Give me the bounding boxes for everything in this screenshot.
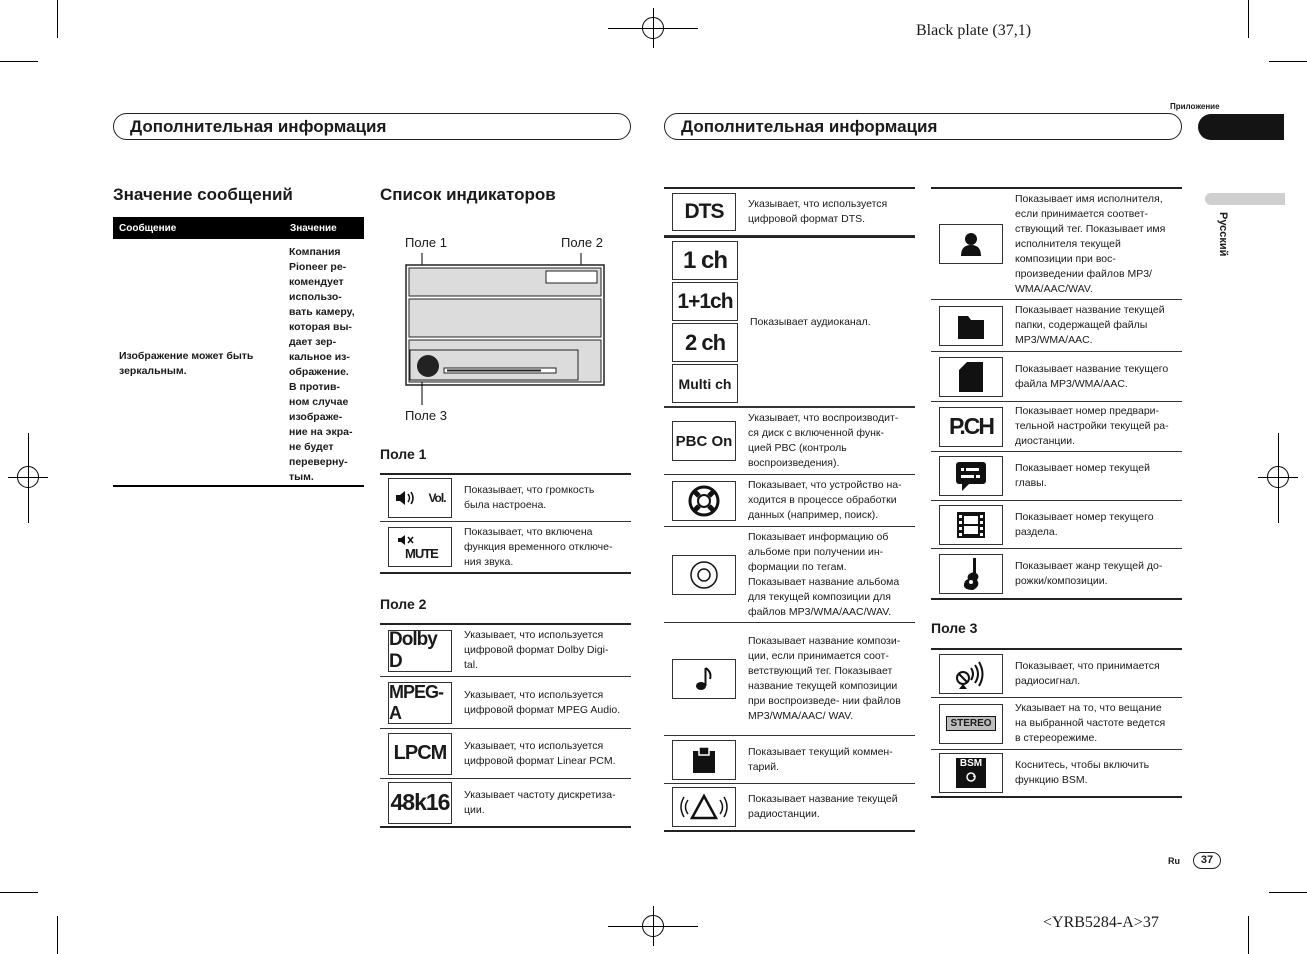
bsm-label: BSM (959, 758, 983, 769)
row-desc: Показывает, что включена функция временного отключе- ния звука. (464, 525, 613, 568)
registration-mark (642, 915, 664, 937)
table-row (380, 729, 631, 779)
row-desc: Показывает текущий коммен- тарий. (748, 745, 893, 773)
volume-icon (388, 478, 452, 518)
row-desc: Показывает имя исполнителя, если принимается соответ- ствующий тег. Показывает имя исполнителя текущей композиции при вос- произведении файлов MP3/ WMA/AAC/WAV. (1015, 192, 1166, 295)
row-desc: Показывает номер текущей главы. (1015, 462, 1150, 489)
row-desc: Показывает, что громкость была настроена. (464, 484, 595, 511)
stereo-icon (939, 704, 1003, 744)
signal-icon (939, 654, 1003, 694)
col-message-header: Сообщение (119, 223, 177, 234)
row-desc: Коснитесь, чтобы включить функцию BSM. (1015, 759, 1150, 786)
vol-label: Vol. (428, 491, 446, 505)
row-desc: Указывает частоту дискретиза- ции. (464, 788, 616, 816)
row-desc: Показывает, что принимается радиосигнал. (1015, 659, 1160, 687)
table-row (931, 750, 1182, 798)
crop-mark (0, 892, 38, 893)
dolby-d-icon (388, 630, 452, 672)
col-meaning-header: Значение (290, 223, 337, 234)
film-icon (939, 505, 1003, 545)
1ch-label: 1 ch (682, 246, 728, 274)
multich-label: Multi ch (678, 375, 732, 392)
table-row (380, 522, 631, 574)
row-desc: Указывает, что воспроизводит- ся диск с включенной функ- цией PBC (контроль воспроизведения). (748, 412, 899, 469)
2ch-label: 2 ch (684, 329, 726, 355)
row-desc: Указывает, что используется цифровой формат Dolby Digi- tal. (464, 629, 609, 671)
row-desc: Показывает аудиоканал. (750, 315, 871, 328)
disc-icon (672, 555, 736, 595)
row-desc: Показывает номер предвари- тельной настройки текущей ра- диостанции. (1015, 405, 1169, 447)
music-note-icon (672, 659, 736, 699)
station-icon (672, 787, 736, 827)
doc-code: <YRB5284-A>37 (1043, 914, 1159, 931)
multich-icon (672, 364, 738, 403)
channel-icons (672, 241, 738, 403)
section-tab-label: Приложение (1170, 102, 1220, 111)
pbc-on-icon (672, 421, 736, 461)
header-left: Дополнительная информация (113, 113, 631, 140)
bsm-icon (939, 753, 1003, 793)
table-row (380, 623, 631, 677)
chapter-icon (939, 456, 1003, 496)
row-desc: Указывает, что используется цифровой формат Linear PCM. (464, 739, 616, 767)
table-row (664, 407, 915, 475)
preset-channel-icon (939, 407, 1003, 447)
lifebuoy-icon (672, 481, 736, 521)
row-desc: Показывает название компози- ции, если принимается соот- ветствующий тег. Показывает название текущей композиции при воспроизведе- нии файлов MP3/WMA/AAC/ WAV. (748, 635, 901, 722)
table-row (664, 236, 915, 407)
plate-label: Black plate (37,1) (916, 22, 1032, 39)
messages-title: Значение сообщений (113, 185, 293, 204)
registration-mark (1267, 466, 1289, 488)
row-desc: Показывает жанр текущей до- рожки/композиции. (1015, 559, 1163, 587)
field3-table (931, 648, 1182, 798)
mpeg-a-label: MPEG-A (389, 681, 444, 723)
meaning-cell: Компания Pioneer ре- комендует использо- вать камеру, которая вы- дает зер- кальное из- ображение. В против- ном случае изображе- ние на экра- не будет переверну- тым. (289, 246, 355, 483)
table-row (931, 549, 1182, 600)
table-row (664, 784, 915, 832)
row-desc: Указывает на то, что вещание на выбранной частоте ведется в стереорежиме. (1015, 702, 1166, 744)
language-tab-label: Русский (1217, 212, 1229, 257)
table-row (664, 527, 915, 623)
sampling-rate-icon (388, 782, 452, 824)
table-row (380, 677, 631, 729)
person-icon (939, 224, 1003, 264)
table-row (931, 187, 1182, 300)
header-right: Дополнительная информация (664, 113, 1182, 140)
field2-table (380, 623, 631, 828)
crop-mark (57, 916, 58, 954)
row-desc: Указывает, что используется цифровой формат MPEG Audio. (464, 688, 621, 716)
language-tab (1205, 193, 1285, 205)
table-row (931, 501, 1182, 549)
page-lang: Ru (1168, 856, 1180, 866)
messages-table-header (113, 217, 364, 239)
table-row (931, 402, 1182, 452)
sampling-label: 48k16 (390, 789, 450, 815)
row-desc: Указывает, что используется цифровой формат DTS. (748, 198, 888, 225)
label-field2: Поле 2 (561, 235, 603, 250)
table-row (931, 648, 1182, 698)
crop-mark (1248, 916, 1249, 954)
crop-mark (1269, 61, 1307, 62)
bsm-badge (956, 758, 986, 788)
1plus1ch-label: 1+1ch (677, 289, 733, 313)
lpcm-label: LPCM (393, 742, 447, 764)
pbc-on-label: PBC On (675, 432, 733, 450)
field1-title: Поле 1 (380, 446, 427, 462)
crop-mark (0, 61, 38, 62)
row-desc: Показывает информацию об альбоме при получении ин- формации по тегам. Показывает название альбома для текущей композиции для файлов MP3/WMA/AAC/WAV. (748, 530, 900, 618)
field3-title: Поле 3 (931, 620, 978, 636)
col4-table (931, 187, 1182, 600)
2ch-icon (672, 323, 738, 362)
table-row (931, 452, 1182, 501)
field2-title: Поле 2 (380, 596, 427, 612)
dts-label: DTS (684, 200, 724, 223)
table-row (931, 352, 1182, 402)
col3-table (664, 187, 915, 832)
file-icon (939, 357, 1003, 397)
row-desc: Показывает, что устройство на- ходится в процессе обработки данных (например, поиск). (748, 479, 902, 521)
row-desc: Показывает номер текущего раздела. (1015, 510, 1154, 538)
table-row (664, 623, 915, 736)
mpeg-a-icon (388, 682, 452, 724)
indicators-title: Список индикаторов (380, 185, 556, 204)
display-diagram (400, 250, 610, 410)
registration-mark (17, 466, 39, 488)
row-desc: Показывает название текущего файла MP3/WMA/AAC. (1015, 362, 1169, 390)
field1-table (380, 473, 631, 574)
table-row (931, 698, 1182, 750)
dolby-d-label: Dolby D (389, 628, 437, 672)
section-tab (1198, 114, 1284, 140)
mute-icon (388, 527, 452, 567)
label-field1: Поле 1 (405, 235, 447, 250)
stereo-label: STEREO (946, 716, 995, 731)
table-row (380, 473, 631, 522)
1plus1ch-icon (672, 282, 738, 321)
message-cell: Изображение может быть зеркальным. (119, 350, 254, 377)
crop-mark (57, 0, 58, 38)
dts-icon (672, 193, 736, 231)
label-field3: Поле 3 (405, 408, 447, 423)
table-row (931, 300, 1182, 352)
page-number: 37 (1193, 852, 1221, 869)
comment-icon (672, 740, 736, 780)
table-row (664, 475, 915, 527)
messages-table-bottom (113, 485, 364, 487)
row-desc: Показывает название текущей радиостанции. (748, 793, 898, 820)
table-row (664, 736, 915, 784)
pch-label: P.CH (949, 413, 993, 439)
guitar-icon (939, 554, 1003, 594)
mute-label: MUTE (405, 545, 438, 561)
1ch-icon (672, 241, 738, 280)
table-row (380, 779, 631, 828)
crop-mark (1269, 892, 1307, 893)
lpcm-icon (388, 733, 452, 775)
table-row (664, 187, 915, 236)
folder-icon (939, 306, 1003, 346)
row-desc: Показывает название текущей папки, содержащей файлы MP3/WMA/AAC. (1015, 304, 1165, 346)
crop-mark (1248, 0, 1249, 38)
registration-mark (642, 17, 664, 39)
